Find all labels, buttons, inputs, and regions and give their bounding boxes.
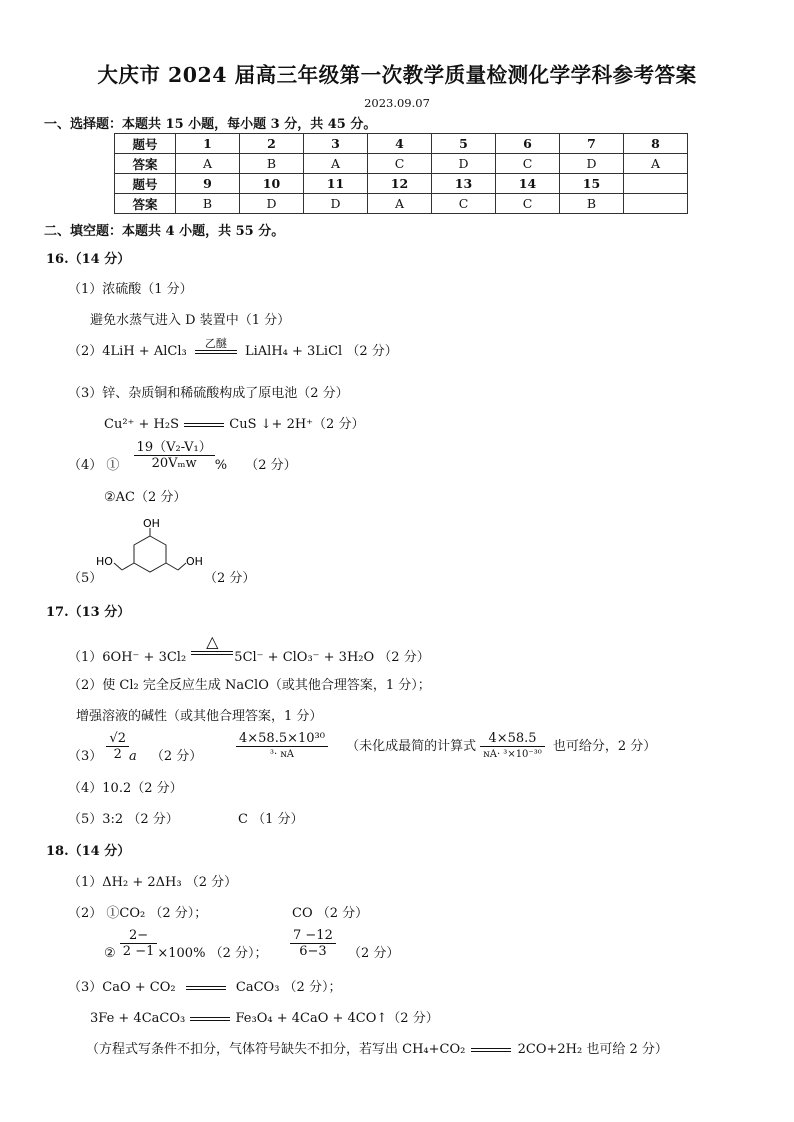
- heat-symbol: △: [206, 631, 219, 651]
- bond: [166, 563, 178, 570]
- q16-p4-score: （2 分）: [245, 458, 297, 473]
- q16-part3a: （3）锌、杂质铜和稀硫酸构成了原电池（2 分）: [68, 386, 349, 401]
- table-cell: [624, 194, 688, 214]
- table-cell: 13: [432, 174, 496, 194]
- table-row: [115, 154, 688, 174]
- q16-p2-prefix: （2）: [68, 344, 103, 359]
- q18-part1: （1）ΔH₂ + 2ΔH₃ （2 分）: [68, 875, 238, 890]
- table-cell: A: [624, 154, 688, 174]
- q16-part2: [68, 337, 398, 360]
- reaction-arrow: [195, 337, 237, 354]
- benzene-triol-structure: [92, 518, 208, 586]
- q18-p2c-prefix: ②: [104, 946, 116, 961]
- q17-p3-expression: [236, 731, 656, 762]
- denominator: ɴA· ³×10⁻³⁰: [483, 749, 542, 760]
- q17-part2b: 增强溶液的碱性（或其他合理答案，1 分）: [76, 709, 323, 724]
- q16-p3b-rhs: CuS ↓+ 2H⁺（2 分）: [229, 417, 365, 432]
- fraction: [290, 928, 336, 959]
- fraction: [236, 731, 328, 762]
- numerator: 2−: [120, 928, 158, 944]
- table-cell: B: [176, 194, 240, 214]
- q17-part4: （4）10.2（2 分）: [68, 781, 183, 796]
- fraction: [480, 731, 544, 762]
- reaction-arrow: [190, 1017, 230, 1021]
- q16-part3b: [104, 413, 364, 432]
- reaction-condition: 乙醚: [204, 337, 227, 350]
- hydroxyl-label: OH: [186, 555, 203, 568]
- q17-part1: [68, 631, 430, 665]
- table-cell: 3: [304, 134, 368, 154]
- table-cell: 4: [368, 134, 432, 154]
- table-cell: D: [560, 154, 624, 174]
- q18-p2c-post: ×100% （2 分）；: [157, 946, 268, 961]
- section1-heading: 一、选择题：本题共 15 小题，每小题 3 分，共 45 分。: [44, 117, 377, 132]
- reaction-arrow: [184, 423, 224, 427]
- q16-p2-rhs: LiAlH₄ + 3LiCl （2 分）: [244, 344, 398, 359]
- row-label: 题号: [115, 134, 176, 154]
- table-cell: C: [432, 194, 496, 214]
- q18-p3-lhs: （3）CaO + CO₂: [68, 980, 176, 995]
- q17-p3-score: （2 分）: [150, 749, 203, 764]
- denominator: 6−3: [299, 944, 327, 959]
- table-cell: C: [368, 154, 432, 174]
- fraction: [106, 731, 129, 762]
- table-cell: 1: [176, 134, 240, 154]
- table-cell: 15: [560, 174, 624, 194]
- q18-part2a: （2） ①CO₂ （2 分）；: [68, 906, 208, 921]
- table-cell: B: [240, 154, 304, 174]
- q16-part1a: （1）浓硫酸（1 分）: [68, 282, 193, 297]
- q18-note-pre: （方程式写条件不扣分，气体符号缺失不扣分，若写出 CH₄+CO₂: [86, 1042, 466, 1057]
- denominator: ³· ɴA: [269, 749, 295, 760]
- table-cell: [624, 174, 688, 194]
- table-row: [115, 194, 688, 214]
- reaction-arrow: [191, 633, 233, 655]
- q17-p1-prefix: （1）: [68, 650, 103, 665]
- reaction-arrow: [186, 986, 226, 990]
- table-row: [115, 174, 688, 194]
- double-bar: [184, 423, 224, 427]
- page-title: 大庆市 2024 届高三年级第一次教学质量检测化学学科参考答案: [97, 63, 697, 87]
- q16-label: 16.（14 分）: [46, 252, 131, 267]
- q18-label: 18.（14 分）: [46, 844, 131, 859]
- row-label: 答案: [115, 194, 176, 214]
- variable-a: a: [128, 749, 137, 764]
- denominator: 2: [113, 747, 122, 762]
- q18-part2c: [104, 928, 267, 959]
- row-label: 题号: [115, 174, 176, 194]
- bond: [122, 563, 134, 570]
- table-cell: 7: [560, 134, 624, 154]
- q17-part2a: （2）使 Cl₂ 完全反应生成 NaClO（或其他合理答案，1 分）；: [68, 678, 431, 693]
- q18-p3b-lhs: 3Fe + 4CaCO₃: [90, 1011, 186, 1026]
- q18-part3b: [90, 1007, 439, 1026]
- denominator: 20Vₘw: [151, 456, 197, 471]
- reaction-arrow: [471, 1048, 511, 1052]
- table-cell: D: [240, 194, 304, 214]
- table-cell: D: [304, 194, 368, 214]
- table-cell: A: [368, 194, 432, 214]
- table-cell: 5: [432, 134, 496, 154]
- q17-part5b: C （1 分）: [238, 812, 304, 827]
- fraction: [120, 928, 158, 959]
- table-cell: C: [496, 194, 560, 214]
- q18-note-post: 2CO+2H₂ 也可给 2 分）: [517, 1042, 668, 1057]
- table-cell: C: [496, 154, 560, 174]
- numerator: 4×58.5×10³⁰: [236, 731, 328, 747]
- section2-heading: 二、填空题：本题共 4 小题，共 55 分。: [44, 224, 285, 239]
- numerator: √2: [106, 731, 129, 747]
- q16-p5-score: （2 分）: [204, 571, 256, 586]
- q18-note: [86, 1038, 668, 1057]
- q18-part2b: CO （2 分）: [292, 906, 369, 921]
- benzene-ring: [134, 536, 166, 572]
- q17-p3-note-pre: （未化成最简的计算式: [346, 739, 477, 754]
- bond: [178, 563, 186, 570]
- q18-p2d-score: （2 分）: [347, 946, 400, 961]
- q18-part2d: [290, 928, 399, 959]
- denominator: 2 −1: [122, 944, 155, 959]
- double-bar: [195, 350, 237, 354]
- q17-p3-prefix: （3）: [68, 749, 103, 764]
- q17-p3-note-post: 也可给分，2 分）: [552, 739, 657, 754]
- q17-p1-rhs: 5Cl⁻ + ClO₃⁻ + 3H₂O （2 分）: [234, 650, 430, 665]
- q17-label: 17.（13 分）: [46, 605, 131, 620]
- double-bar: [186, 986, 226, 990]
- table-cell: B: [560, 194, 624, 214]
- q17-part3: [68, 731, 202, 762]
- q17-p1-lhs: 6OH⁻ + 3Cl₂: [102, 650, 187, 665]
- numerator: 19（V₂-V₁）: [134, 440, 215, 456]
- exam-date: 2023.09.07: [364, 96, 430, 110]
- numerator: 7 −12: [290, 928, 336, 944]
- q16-part4a: [68, 440, 297, 471]
- fraction: [134, 440, 215, 471]
- table-cell: 2: [240, 134, 304, 154]
- table-cell: A: [304, 154, 368, 174]
- bond: [114, 563, 122, 570]
- q16-p3b-lhs: Cu²⁺ + H₂S: [104, 417, 180, 432]
- table-cell: 14: [496, 174, 560, 194]
- percent-sign: %: [214, 458, 228, 473]
- q16-part4b: ②AC（2 分）: [104, 490, 187, 505]
- double-bar: [471, 1048, 511, 1052]
- q16-part1b: 避免水蒸气进入 D 装置中（1 分）: [90, 313, 291, 328]
- table-cell: A: [176, 154, 240, 174]
- table-cell: 8: [624, 134, 688, 154]
- table-cell: 12: [368, 174, 432, 194]
- hydroxyl-label: HO: [96, 555, 113, 568]
- double-bar: [190, 1017, 230, 1021]
- double-bar: [191, 651, 233, 655]
- q18-p3b-rhs: Fe₃O₄ + 4CaO + 4CO↑（2 分）: [235, 1011, 439, 1026]
- q16-p2-lhs: 4LiH + AlCl₃: [102, 344, 187, 359]
- table-cell: D: [432, 154, 496, 174]
- q18-part3a: [68, 976, 341, 995]
- q16-p5-prefix: （5）: [68, 571, 103, 586]
- table-row: [115, 134, 688, 154]
- q17-part5a: （5）3:2 （2 分）: [68, 812, 179, 827]
- hydroxyl-label: OH: [143, 518, 160, 530]
- table-cell: 10: [240, 174, 304, 194]
- q16-p4-prefix: （4） ①: [68, 458, 120, 473]
- table-cell: 11: [304, 174, 368, 194]
- row-label: 答案: [115, 154, 176, 174]
- table-cell: 6: [496, 134, 560, 154]
- numerator: 4×58.5: [480, 731, 544, 747]
- q18-p3-rhs: CaCO₃ （2 分）；: [235, 980, 342, 995]
- answer-table: [114, 133, 688, 214]
- table-cell: 9: [176, 174, 240, 194]
